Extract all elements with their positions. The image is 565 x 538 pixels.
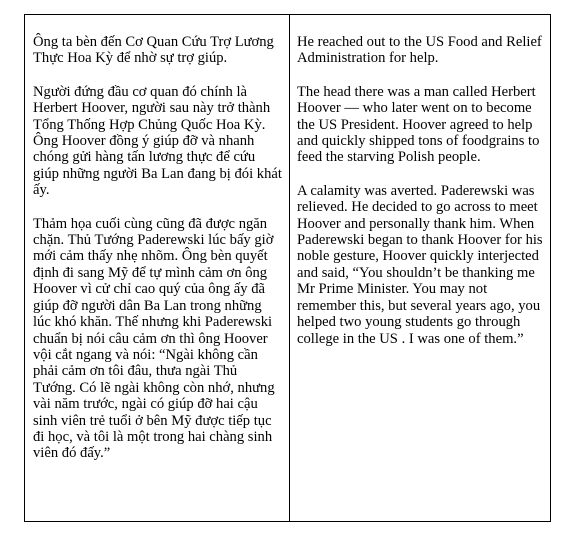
english-column — [290, 15, 550, 521]
vietnamese-paragraph-1: Ông ta bèn đến Cơ Quan Cứu Trợ Lương Thực Hoa Kỳ để nhờ sự trợ giúp. — [33, 34, 274, 67]
english-paragraph-1: He reached out to the US Food and Relief Administration for help. — [297, 34, 542, 67]
english-paragraph-2: The head there was a man called Herbert Hoover — who later went on to become the US President. Hoover agreed to help and quickly shipped tons of foodgrains to feed the starving Polish people. — [297, 83, 540, 166]
vietnamese-paragraph-2: Người đứng đầu cơ quan đó chính là Herbert Hoover, người sau này trở thành Tổng Thống Hợp Chủng Quốc Hoa Kỳ. Ông Hoover đồng ý giúp đỡ và nhanh chóng gửi hàng tấn lương thực để cứu giúp những người Ba Lan đang bị đói khát ấy. — [33, 83, 282, 199]
vietnamese-column — [25, 15, 290, 521]
english-paragraph-3: A calamity was averted. Paderewski was relieved. He decided to go across to meet Hoover and personally thank him. When Paderewski began to thank Hoover for his noble gesture, Hoover quickly interjected and said, “You shouldn’t be thanking me Mr Prime Minister. You may not remember this, but several years ago, you helped two young students go through college in the US . I was one of them.” — [297, 182, 543, 347]
vietnamese-paragraph-3: Thảm họa cuối cùng cũng đã được ngăn chặn. Thủ Tướng Paderewski lúc bấy giờ mới cảm thấy nhẹ nhõm. Ông bèn quyết định đi sang Mỹ để tự mình cảm ơn ông Hoover vì cử chỉ cao quý của ông ấy đã giúp đỡ người dân Ba Lan trong những lúc khó khăn. Thế nhưng khi Paderewski chuẩn bị nói câu cảm ơn thì ông Hoover vội cắt ngang và nói: “Ngài không cần phải cảm ơn tôi đâu, thưa ngài Thủ Tướng. Có lẽ ngài không còn nhớ, nhưng vài năm trước, ngài có giúp đỡ hai cậu sinh viên trẻ tuổi ở bên Mỹ được tiếp tục đi học, và tôi là một trong hai chàng sinh viên đó đấy.” — [33, 215, 275, 462]
bilingual-text-table — [24, 14, 551, 522]
